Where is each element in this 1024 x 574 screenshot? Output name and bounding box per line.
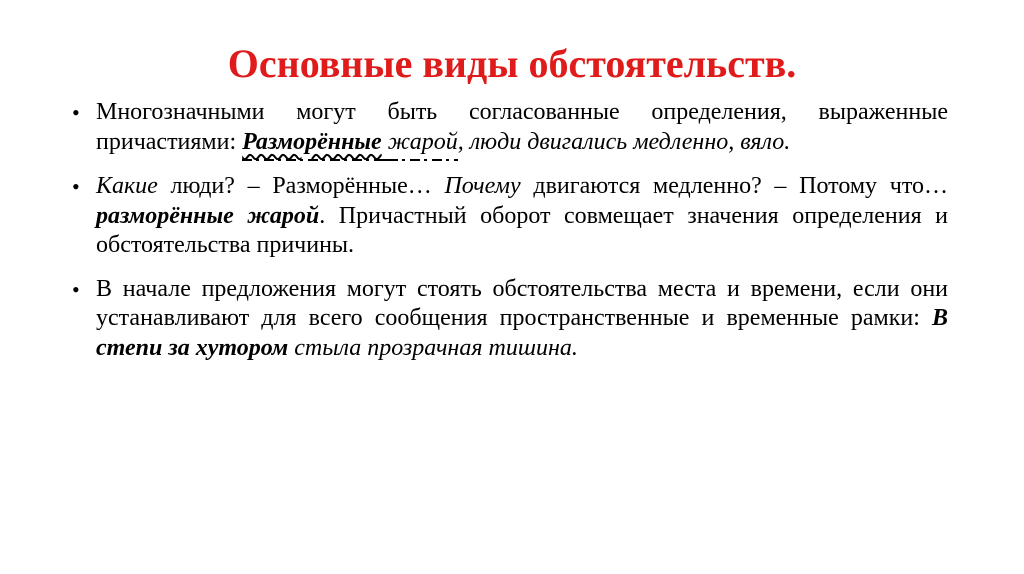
bullet-marker: • bbox=[72, 276, 80, 302]
bullet2-emphasis: разморённые жарой bbox=[96, 202, 320, 229]
bullet-item-1 bbox=[72, 98, 948, 157]
bullet2-text-3: . Причастный оборот совмещает значения определения и обстоятельства причины. bbox=[96, 202, 948, 258]
bullet-marker: • bbox=[72, 100, 80, 125]
bullet2-text-2: двигаются медленно? – Потому что… bbox=[520, 173, 948, 199]
participle-wavy-underlined: Разморённые bbox=[242, 129, 382, 161]
bullet-item-2 bbox=[72, 172, 948, 261]
bullet1-space bbox=[382, 129, 388, 161]
bullet1-text-1: Многозначными могут быть согласованные определения, выраженные причастиями: bbox=[96, 99, 948, 155]
bullet1-text-2: , люди двигались медленно, вяло. bbox=[457, 128, 791, 155]
bullet2-question-word-1: Какие bbox=[96, 173, 158, 199]
bullet-marker: • bbox=[72, 174, 80, 199]
slide-title: Основные виды обстоятельств. bbox=[227, 41, 797, 86]
bullet-item-3 bbox=[72, 275, 948, 364]
bullet2-text-1: люди? – Разморённые… bbox=[157, 173, 445, 199]
dependent-word-underlined: жарой bbox=[388, 129, 458, 161]
bullet3-emphasis: В степи за хутором bbox=[96, 305, 948, 361]
bullet3-text-1: В начале предложения могут стоять обстоятельства места и времени, если они устанавливают для всего сообщения пространственные и временные рамки: bbox=[96, 275, 948, 331]
bullet-list bbox=[72, 98, 948, 378]
bullet3-example-end: стыла прозрачная тишина. bbox=[294, 334, 578, 361]
bullet2-question-word-2: Почему bbox=[444, 173, 521, 199]
